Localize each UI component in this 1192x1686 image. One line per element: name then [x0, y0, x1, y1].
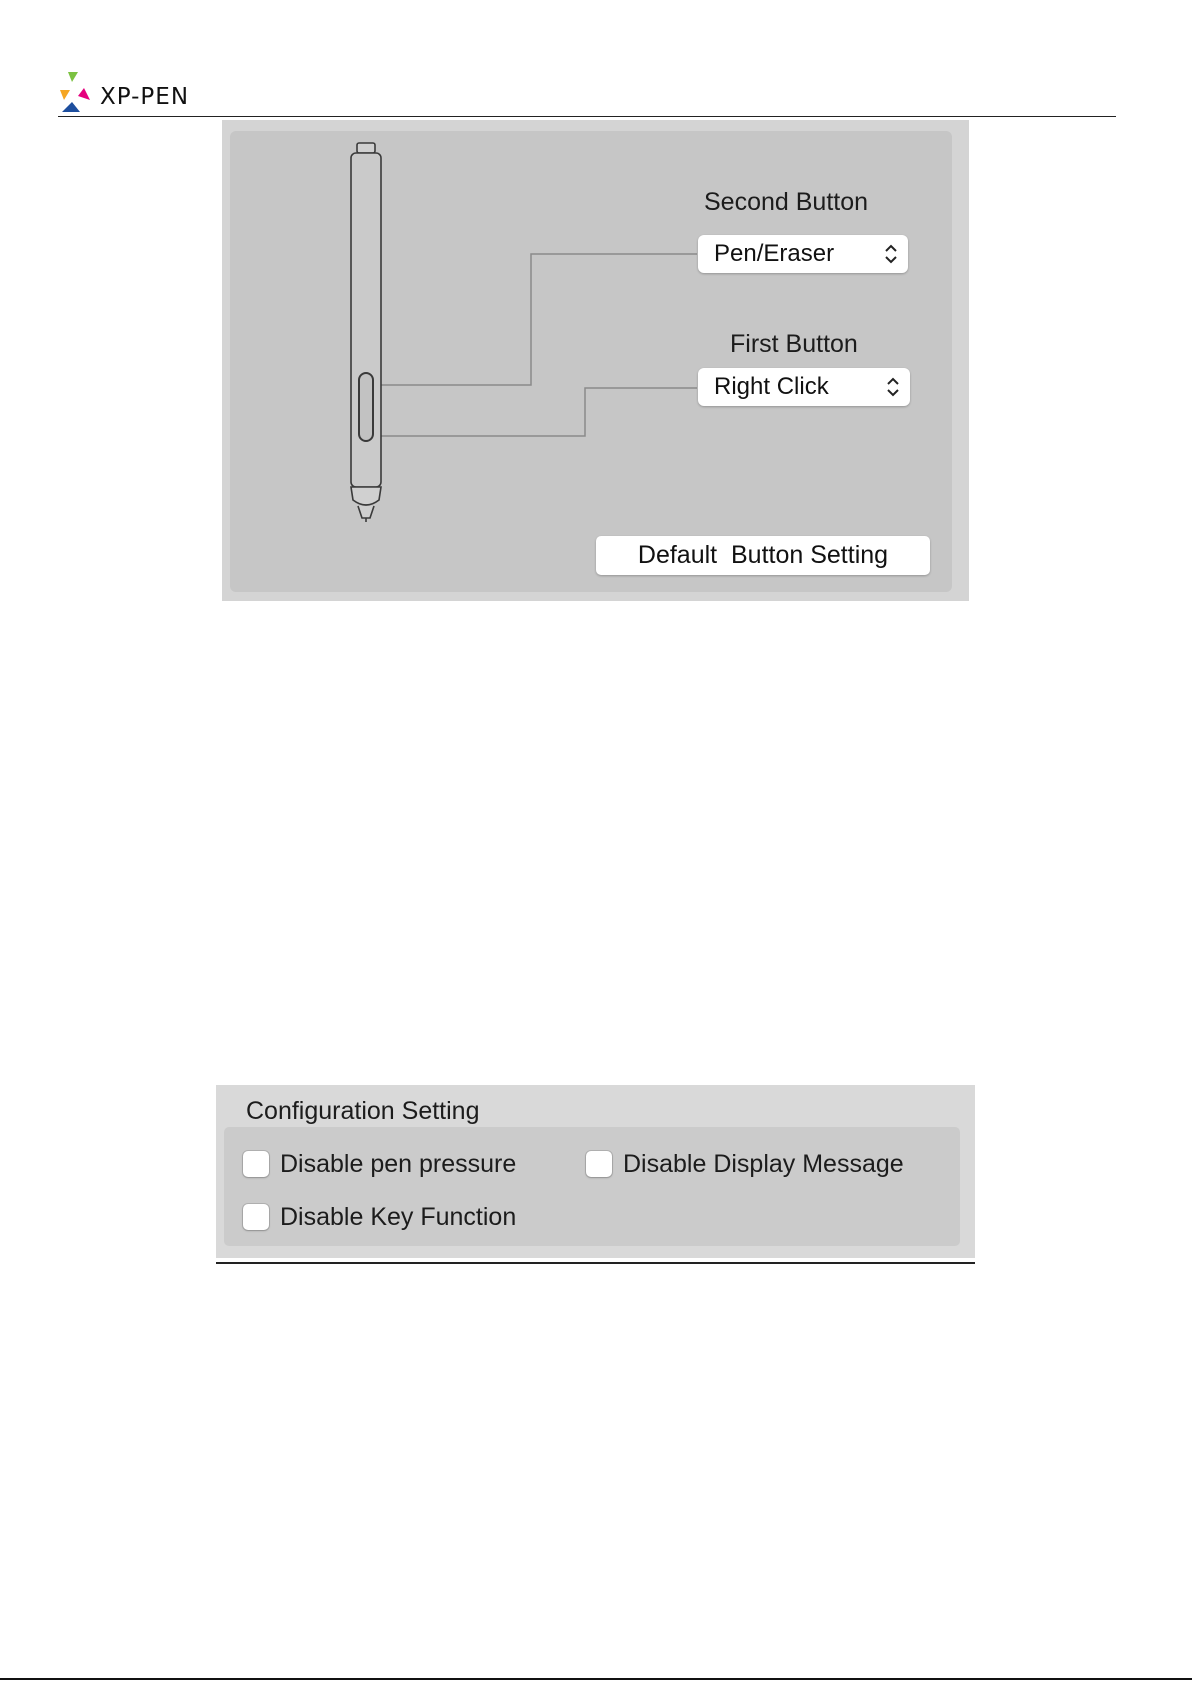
brand-name: XP-PEN — [100, 84, 190, 110]
disable-pen-pressure-option[interactable] — [243, 1148, 516, 1180]
second-button-select[interactable] — [698, 235, 908, 273]
configuration-divider — [216, 1262, 975, 1264]
first-button-label: First Button — [730, 330, 858, 358]
first-button-value: Right Click — [714, 373, 829, 400]
disable-key-function-option[interactable] — [243, 1201, 516, 1233]
connector-lines — [377, 254, 697, 436]
configuration-title: Configuration Setting — [246, 1097, 480, 1125]
disable-pen-pressure-checkbox[interactable] — [243, 1151, 269, 1177]
disable-key-function-checkbox[interactable] — [243, 1204, 269, 1230]
disable-pen-pressure-label: Disable pen pressure — [280, 1149, 517, 1178]
up-down-chevron-icon — [885, 374, 901, 400]
second-button-connector — [377, 254, 697, 385]
disable-display-message-checkbox[interactable] — [586, 1151, 612, 1177]
second-button-value: Pen/Eraser — [714, 240, 835, 267]
pen-diagram — [0, 0, 1192, 700]
default-button-setting-button[interactable]: Default Button Setting — [596, 536, 930, 575]
footer-divider — [0, 1678, 1192, 1680]
stylus-pen-icon — [351, 143, 381, 522]
up-down-chevron-icon — [883, 241, 899, 267]
disable-display-message-label: Disable Display Message — [623, 1149, 904, 1178]
first-button-connector — [377, 388, 697, 436]
second-button-label: Second Button — [704, 188, 869, 216]
first-button-select[interactable] — [698, 368, 910, 406]
disable-key-function-label: Disable Key Function — [280, 1202, 517, 1231]
disable-display-message-option[interactable] — [586, 1148, 904, 1180]
